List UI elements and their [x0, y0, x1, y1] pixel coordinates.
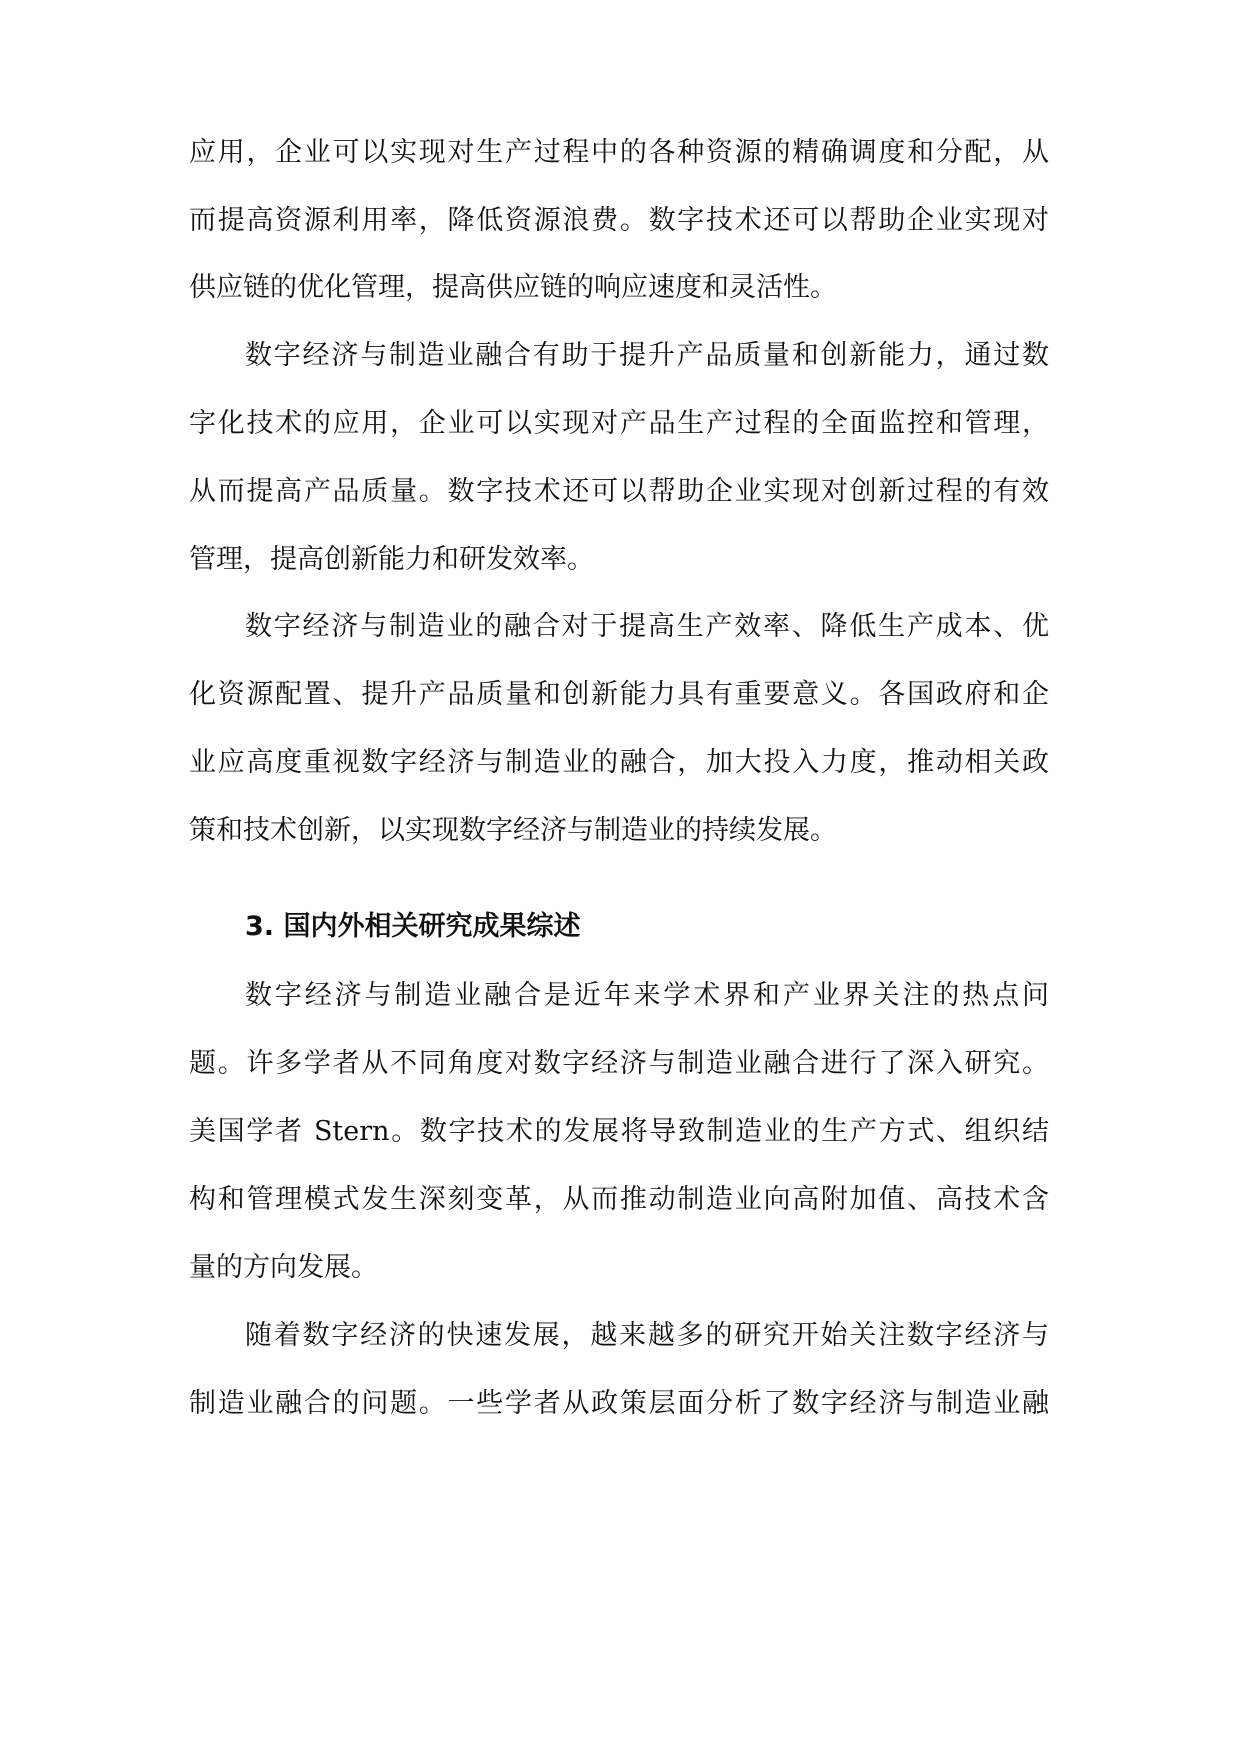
paragraph-5-line-1: 随着数字经济的快速发展，越来越多的研究开始关注数字经济与 [245, 1320, 1049, 1351]
paragraph-1-line-1: 应用，企业可以实现对生产过程中的各种资源的精确调度和分配，从 [189, 137, 1049, 168]
paragraph-4-line-4: 构和管理模式发生深刻变革，从而推动制造业向高附加值、高技术含 [189, 1184, 1049, 1215]
paragraph-3-line-2: 化资源配置、提升产品质量和创新能力具有重要意义。各国政府和企 [189, 679, 1049, 710]
paragraph-1-line-2: 而提高资源利用率，降低资源浪费。数字技术还可以帮助企业实现对 [189, 205, 1049, 236]
paragraph-2-line-2: 字化技术的应用，企业可以实现对产品生产过程的全面监控和管理， [189, 408, 1049, 439]
paragraph-1-line-3: 供应链的优化管理，提高供应链的响应速度和灵活性。 [189, 272, 837, 303]
section-heading: 3. 国内外相关研究成果综述 [245, 911, 581, 942]
paragraph-4-line-5: 量的方向发展。 [189, 1252, 378, 1283]
paragraph-4-line-3: 美国学者 Stern。数字技术的发展将导致制造业的生产方式、组织结 [189, 1116, 1049, 1147]
paragraph-2-line-1: 数字经济与制造业融合有助于提升产品质量和创新能力，通过数 [245, 340, 1049, 371]
paragraph-3-line-3: 业应高度重视数字经济与制造业的融合，加大投入力度，推动相关政 [189, 747, 1049, 778]
paragraph-3-line-1: 数字经济与制造业的融合对于提高生产效率、降低生产成本、优 [245, 611, 1049, 642]
paragraph-2-line-4: 管理，提高创新能力和研发效率。 [189, 544, 594, 575]
paragraph-4-line-2: 题。许多学者从不同角度对数字经济与制造业融合进行了深入研究。 [189, 1048, 1049, 1079]
paragraph-2-line-3: 从而提高产品质量。数字技术还可以帮助企业实现对创新过程的有效 [189, 476, 1049, 507]
paragraph-4-line-1: 数字经济与制造业融合是近年来学术界和产业界关注的热点问 [245, 980, 1049, 1011]
paragraph-5-line-2: 制造业融合的问题。一些学者从政策层面分析了数字经济与制造业融 [189, 1388, 1049, 1419]
paragraph-3-line-4: 策和技术创新，以实现数字经济与制造业的持续发展。 [189, 815, 837, 846]
